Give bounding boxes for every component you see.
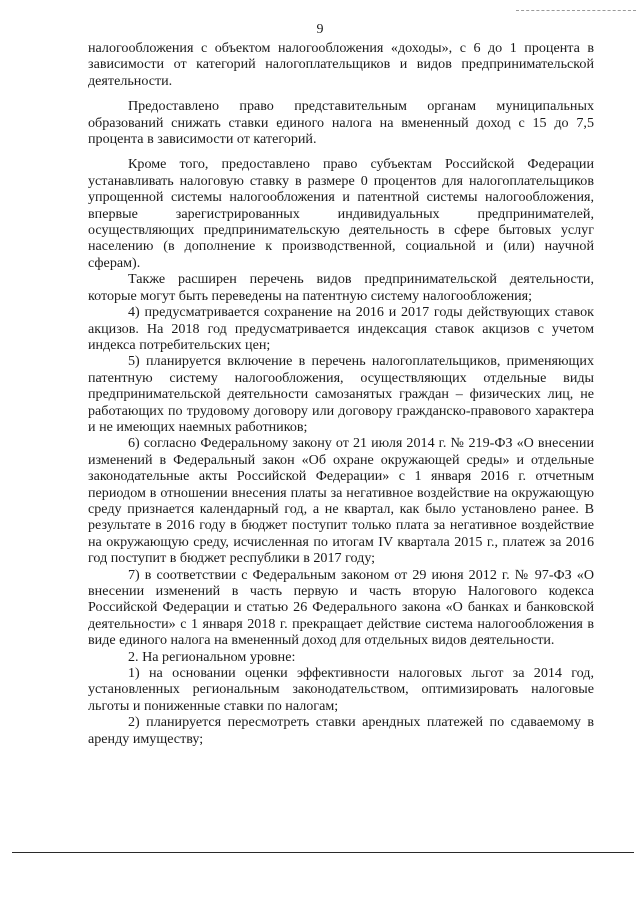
paragraph-item-6-environment: 6) согласно Федеральному закону от 21 июля 2014 г. № 219-ФЗ «О внесении изменений в Федеральный закон «Об охране окружающей среды» и отдельные законодательные акты Российской Федерации» с 1 января 2016 г. отчетным периодом в отношении внесения платы за негативное воздействие на окружающую среду признается календарный год, а не квартал, как было установлено ранее. В результате в 2016 году в бюджет поступит только плата за негативное воздействие на окружающую среду, исчисленная по итогам IV квартала 2015 г., платеж за 2016 год поступит в бюджет республики в 2017 году; (88, 435, 594, 567)
scan-corner-marks (516, 10, 636, 13)
page-number: 9 (316, 22, 324, 37)
paragraph-municipal-rates: Предоставлено право представительным органам муниципальных образований снижать ставки единого налога на вмененный доход с 15 до 7,5 процента в зависимости от категорий. (88, 98, 594, 148)
bottom-scan-rule (12, 852, 634, 853)
paragraph-continuation: налогообложения с объектом налогообложения «доходы», с 6 до 1 процента в зависимости от категорий налогоплательщиков и видов предпринимательской деятельности. (88, 40, 594, 89)
document-body (88, 40, 594, 747)
paragraph-item-7-imputed-tax: 7) в соответствии с Федеральным законом от 29 июня 2012 г. № 97-ФЗ «О внесении изменений в часть первую и часть вторую Налогового кодекса Российской Федерации и статью 26 Федерального закона «О банках и банковской деятельности» с 1 января 2018 г. прекращает действие система налогообложения в виде единого налога на вмененный доход для отдельных видов деятельности. (88, 566, 594, 649)
paragraph-patent-list: Также расширен перечень видов предпринимательской деятельности, которые могут быть переведены на патентную систему налогообложения; (88, 271, 594, 304)
paragraph-regional-item-1: 1) на основании оценки эффективности налоговых льгот за 2014 год, установленных региональным законодательством, оптимизировать налоговые льготы и пониженные ставки по налогам; (88, 665, 594, 714)
paragraph-item-4-excise: 4) предусматривается сохранение на 2016 и 2017 годы действующих ставок акцизов. На 2018 год предусматривается индексация ставок акцизов с учетом индекса потребительских цен; (88, 304, 594, 353)
paragraph-item-5-self-employed: 5) планируется включение в перечень налогоплательщиков, применяющих патентную систему налогообложения, осуществляющих отдельные виды предпринимательской деятельности самозанятых граждан – физических лиц, не работающих по трудовому договору или договору гражданско-правового характера и не имеющих наемных работников; (88, 353, 594, 435)
paragraph-zero-rate: Кроме того, предоставлено право субъектам Российской Федерации устанавливать налоговую ставку в размере 0 процентов для налогоплательщиков упрощенной системы налогообложения и патентной системы налогообложения, впервые зарегистрированных индивидуальных предпринимателей, осуществляющих предпринимательскую деятельность в сфере бытовых услуг населению (в дополнение к производственной, социальной и (или) научной сферам). (88, 156, 594, 271)
paragraph-regional-item-2: 2) планируется пересмотреть ставки арендных платежей по сдаваемому в аренду имуществу; (88, 714, 594, 747)
paragraph-regional-heading: 2. На региональном уровне: (128, 648, 296, 665)
